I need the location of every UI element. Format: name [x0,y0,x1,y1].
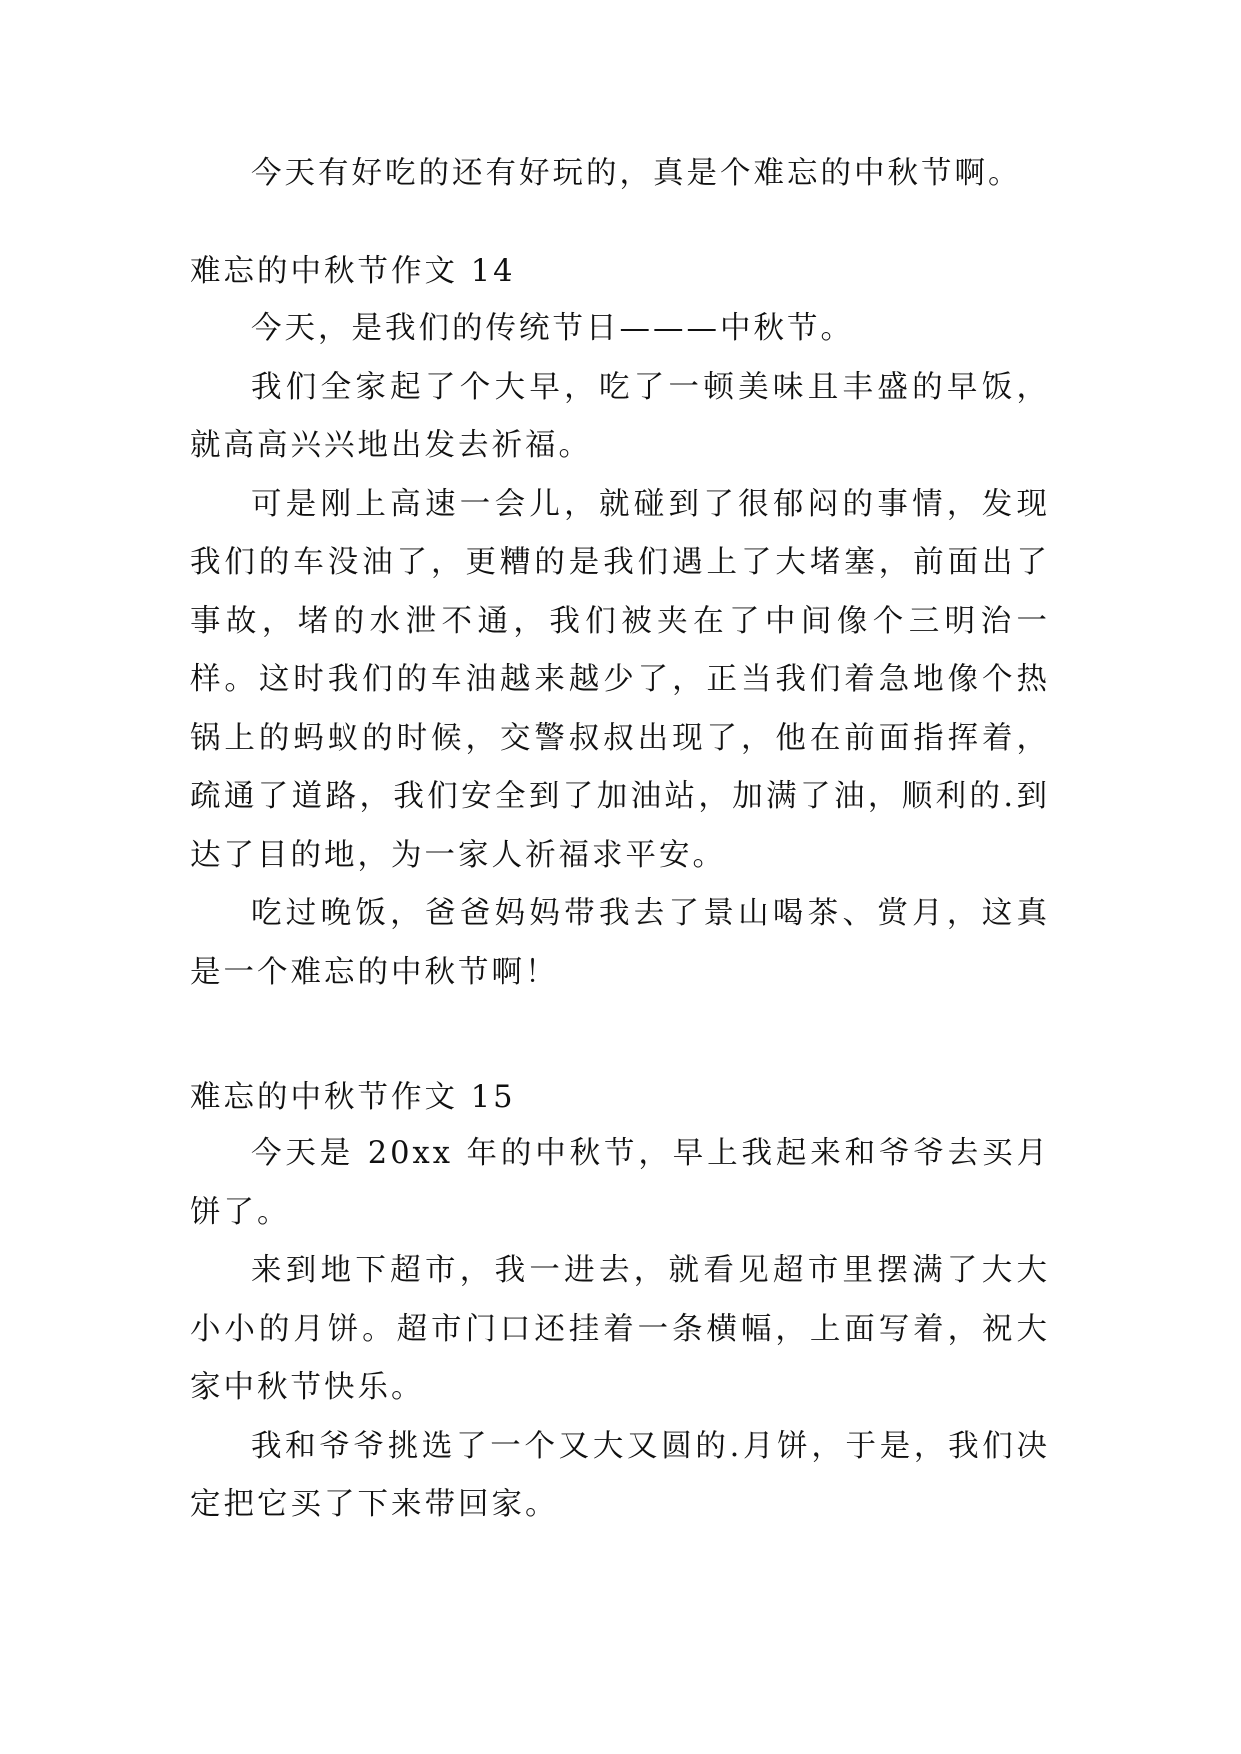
paragraph: 吃过晚饭，爸爸妈妈带我去了景山喝茶、赏月，这真是一个难忘的中秋节啊！ [190,896,1050,990]
paragraph: 今天，是我们的传统节日———中秋节。 [251,311,854,346]
essay-14-body [190,300,1050,1002]
essay-15-body [190,1125,1050,1535]
paragraph: 来到地下超市，我一进去，就看见超市里摆满了大大小小的月饼。超市门口还挂着一条横幅，上面写着，祝大家中秋节快乐。 [190,1253,1050,1405]
paragraph: 今天有好吃的还有好玩的，真是个难忘的中秋节啊。 [251,156,1022,191]
paragraph: 可是刚上高速一会儿，就碰到了很郁闷的事情，发现我们的车没油了，更糟的是我们遇上了大堵塞，前面出了事故，堵的水泄不通，我们被夹在了中间像个三明治一样。这时我们的车油越来越少了，正当我们着急地像个热锅上的蚂蚁的时候，交警叔叔出现了，他在前面指挥着，疏通了道路，我们安全到了加油站，加满了油，顺利的.到达了目的地，为一家人祈福求平安。 [190,486,1050,873]
previous-essay-ending [190,145,1050,204]
paragraph: 今天是 20xx 年的中秋节，早上我起来和爷爷去买月饼了。 [190,1136,1050,1230]
essay-15-title: 难忘的中秋节作文 15 [190,1080,516,1115]
paragraph: 我和爷爷挑选了一个又大又圆的.月饼，于是，我们决定把它买了下来带回家。 [190,1428,1050,1522]
essay-14-title: 难忘的中秋节作文 14 [190,254,516,289]
paragraph: 我们全家起了个大早，吃了一顿美味且丰盛的早饭，就高高兴兴地出发去祈福。 [190,369,1050,463]
